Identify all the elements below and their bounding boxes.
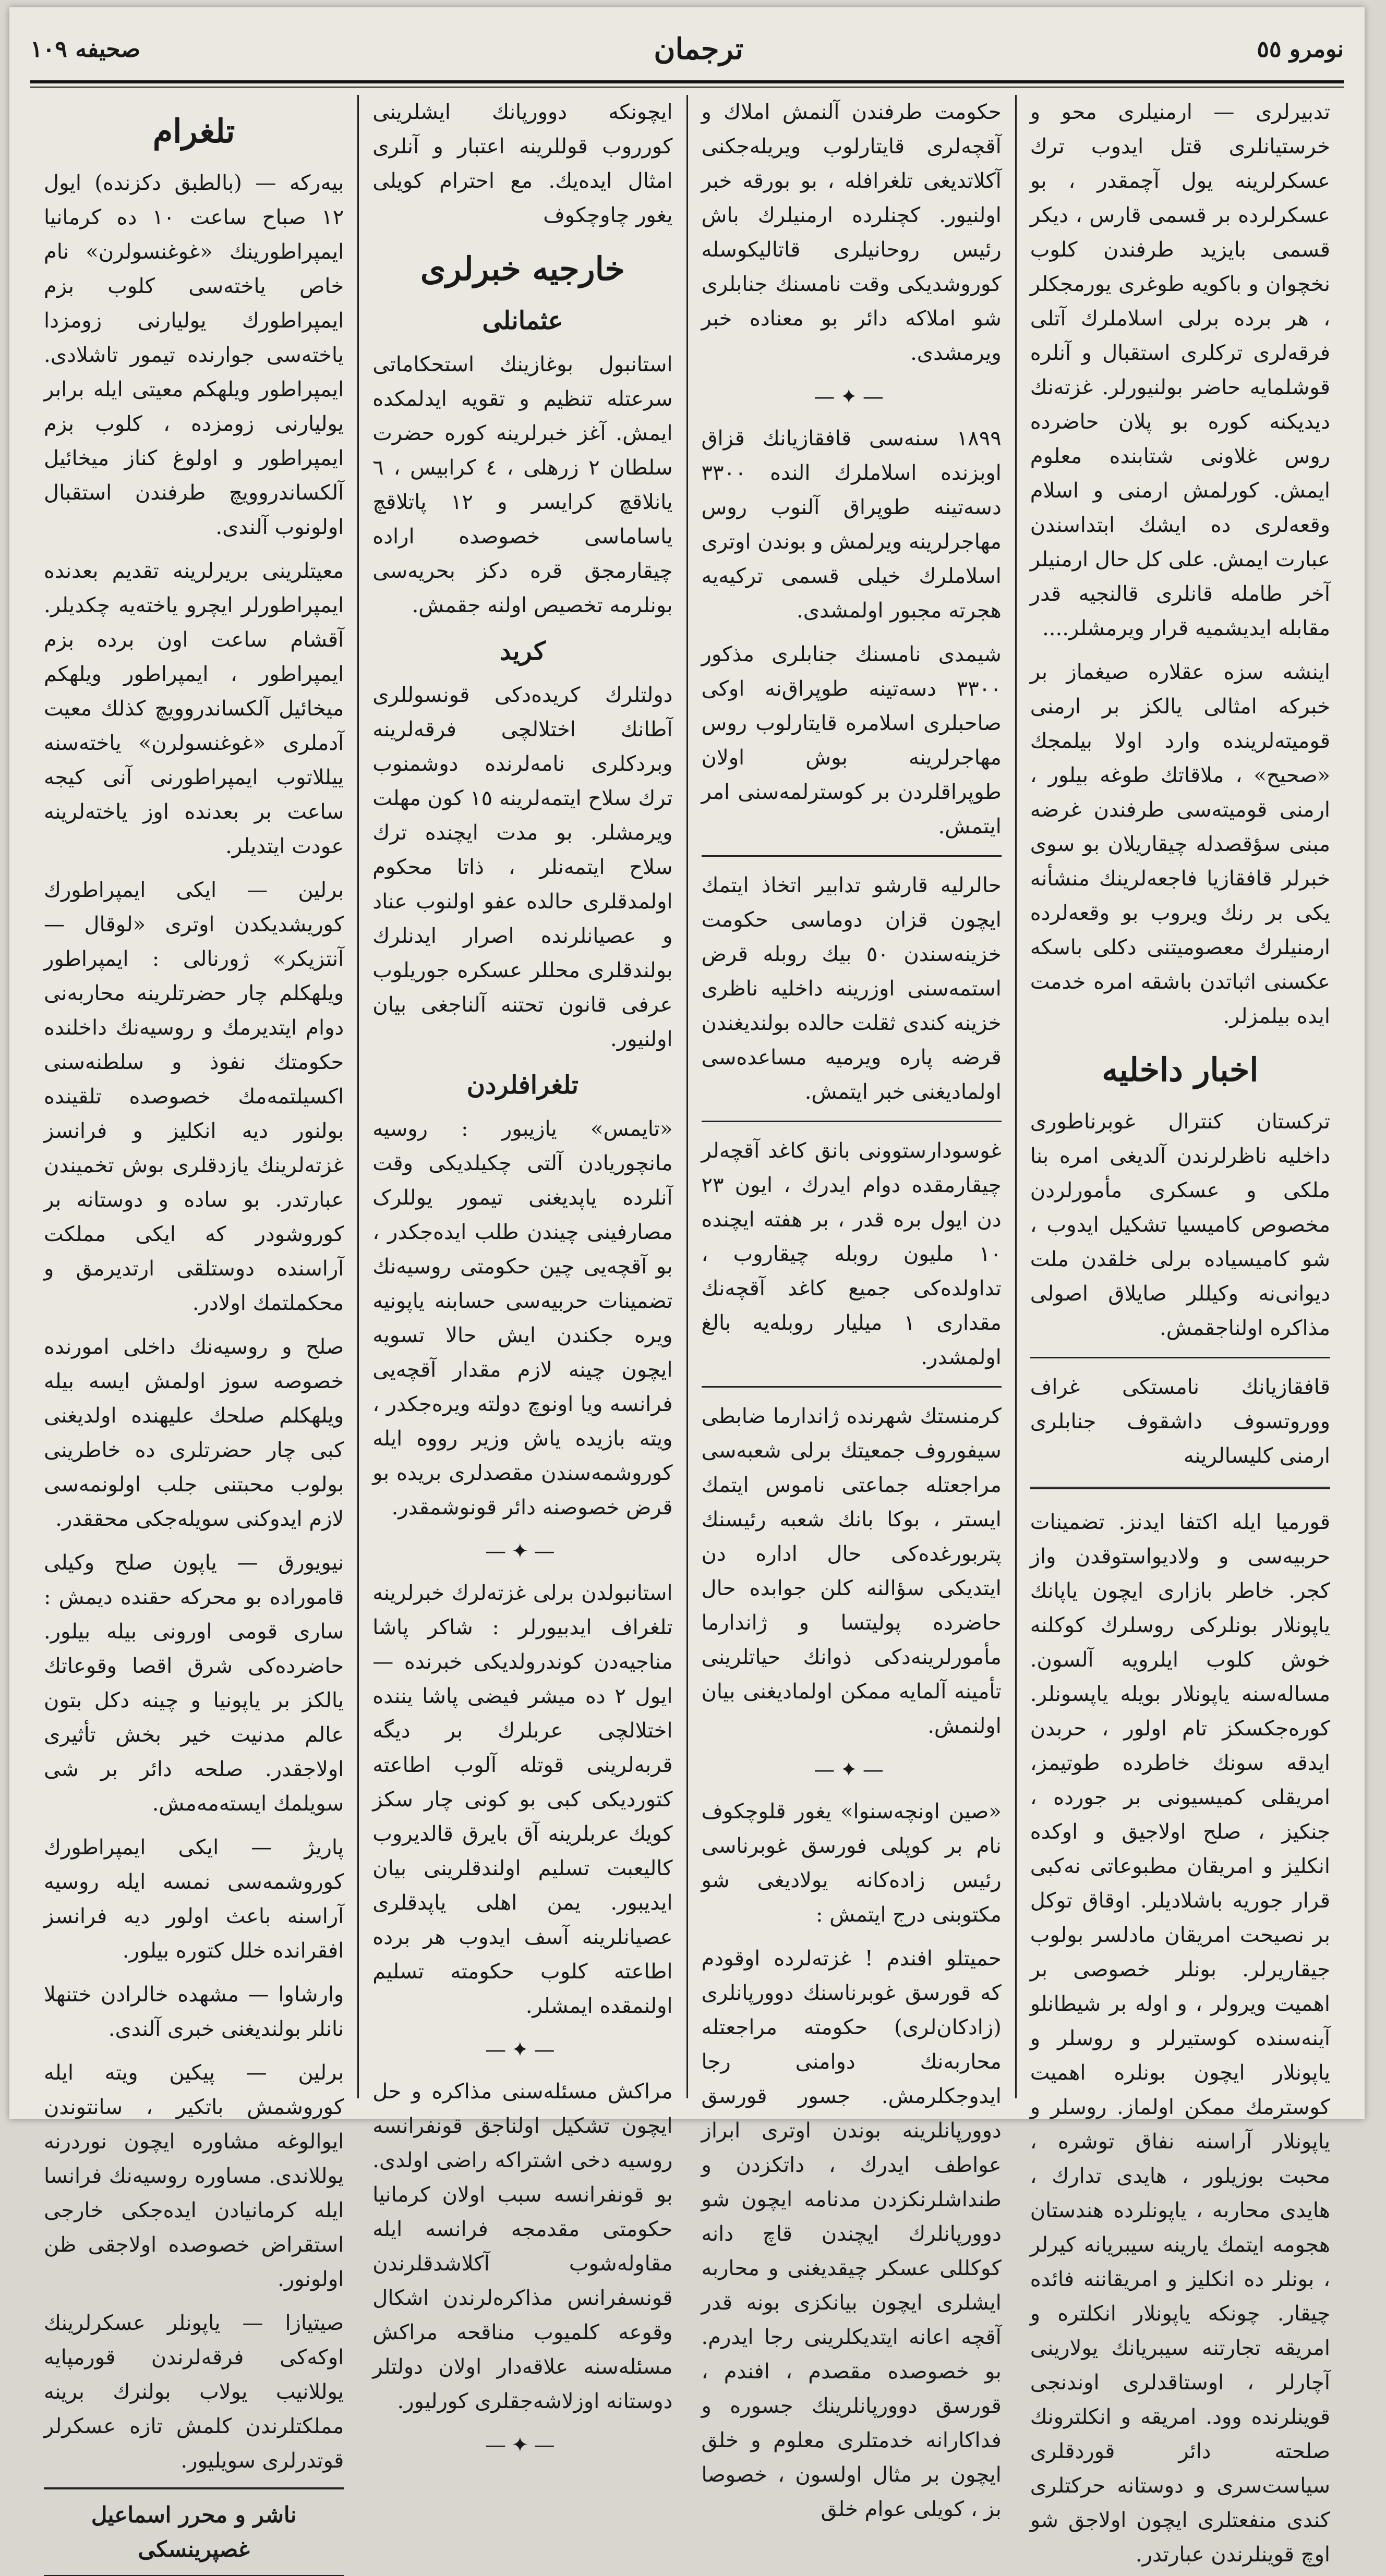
paragraph: «تایمس» یازیبور : روسیه مانچوریادن آلتی چکیلدیکی وقت آنلرده یاپدیغنی تیمور یوللرک مصارفینی چیندن طلب ایده‌جکدر ، بو آقچه‌یی چین حکومتی روسیه‌نك تضمینات حربیه‌سی حسابنه یاپونیه ویره جکندن ایش حالا تسویه ایچون چینه لازم مقدار آقچه‌یی فرانسه ویا اونوچ دولته ویره‌جکدر ، ویته بازیده یاش وزیر رووه ایله کوروشمه‌سندن مقصدلری بریده بو قرض خصوصنه دائر قونوشمقدر. <box>372 1117 673 1520</box>
divider <box>702 855 1002 857</box>
paragraph: استانبول بوغازینك استحکاماتی سرعتله تنظیم و تقویه ایدلمکده ایمش. آغز خبرلرینه کوره حضرت سلطان ٢ زرهلی ، ٤ کرابیس ، ٦ یانلاقچ کرایسر و ١٢ پاتلاقچ یاساماسی خصوصده اراده چیقارمجق قره دکز بحریه‌سی بونلرمه تخصیص اولنه جقمش. <box>372 353 673 617</box>
divider <box>1030 1357 1330 1358</box>
publisher-line: ناشر و محرر اسماعیل غصپرینسکی <box>44 2487 344 2576</box>
paragraph: معیتلرینی بریرلرینه تقدیم بعدنده ایمپراطورلر ایچرو یاخته‌یه چکدیلر. آقشام ساعت اون برده بزم ایمپراطور ، ایمپراطور ویلهکم میخائیل آلکساندروویچ کذلك معیت آدملری «غوغنسولرن» یاخته‌سنه ییللاتوب ایمپراطورنی آنی کیجه ساعت بر بعدنده اوز یاخته‌لرینه عودت ایتدیلر. <box>44 559 344 858</box>
masthead-title: ترجمان <box>654 32 744 66</box>
paragraph: قافقازیانك نامستکی غراف ووروتسوف داشقوف جنابلری ارمنی کلیسالرینه <box>1030 1375 1330 1468</box>
column-telegrams <box>30 95 357 2562</box>
paragraph: وارشاوا — مشهده خالرادن ختنهلا نانلر بولندیغنی خبری آلندی. <box>44 1983 344 2041</box>
paragraph: غوسودارستوونی بانق کاغد آقچه‌لر چیقارمقده دوام ایدرك ، ایون ٢٣ دن ایول بره قدر ، بر هفته ایچنده ١٠ ملیون روبله چیقاروب ، تداولده‌کی جمیع کاغد آقچه‌نك مقداری ١ میلیار روبله‌یه بالغ اولمشدر. <box>701 1139 1002 1369</box>
paragraph: ١٨٩٩ سنه‌سی قافقازیانك قزاق اوبزنده اسلاملرك النده ٣٣٠٠ دسه‌تینه طوپراق آلنوب روس مهاجرلرینه ویرلمش و بوندن اوتری اسلاملرك خیلی قسمی ترکیه‌یه هجرته مجبور اولمشدی. <box>701 427 1002 623</box>
paragraph: حالرلیه قارشو تدابیر اتخاذ ایتمك ایچون قزان دوماسی حکومت خزینه‌سندن ٥٠ بیك روبله قرض استمه‌سنی اوزرینه داخلیه ناظری خزینه کندی ثقلت حالده بولندیغندن قرضه پاره ویرمیه مساعده‌سی اولمادیغنی خبر ایتمش. <box>701 873 1002 1104</box>
paragraph: حکومت طرفندن آلنمش املاك و آقچه‌لری قایتارلوب ویریله‌جکنی آکلاتدیغی تلغرافله ، بو بورقه خبر اولنیور. کچنلرده ارمنیلرك باش رئیس روحانیلری قاتالیکوسله کوروشدیکی وقت نامسنك جنابلری شو املاکه دائر بو معناده خبر ویرمشدی. <box>701 100 1002 365</box>
columns <box>30 95 1344 2567</box>
paragraph: استانبولدن برلی غزته‌لرك خبرلرینه تلغراف ایدبیورلر : شاکر پاشا مناجیه‌دن کوندرولدیکی خبرنده — ایول ٢ ده میشر فیضی پاشا یننده اختلالچی عربلرك بر دیگه قربه‌لرینی قوتله آلوب اطاعته کتوردیکی کبی بو کونی چار سکز کویك عربلرینه آق بایرق قالدیروب کالیعبت تسلیم اولندقلرینی بیان ایدیبور. یمن اهلی یاپدقلری عصیانلرینه آسف ایدوب هر برده اطاعته کلوب حکومته تسلیم اولنمقده ایمشلر. <box>372 1581 673 2018</box>
paragraph: تدبیرلری — ارمنیلری محو و خرستیانلری قتل ایدوب ترك عسکرلرینه یول آچمقدر ، بو عسکرلرده بر قسمی قارس ، دیکر قسمی بایزید طرفندن کلوب نخچوان و باکویه طوغری یورمجکلر ، هر برده برلی اسلاملرك آتلی فرقه‌لری ترکلری استقبال و آنلره قوشلمایه حاضر بولنیورلر. غزته‌نك دیدیکنه کوره بو پلان حاضرده روس غلاونی شتابنده معلوم ایمش. کورلمش ارمنی و اسلام وقعه‌لری ده ایشك ابتداسندن عبارت ایمش. علی کل حال ارمنیلر آخر طامله قانلری قالنجیه قدر مقابله ایدیشمیه قرار ویرمشلر.... <box>1030 100 1330 640</box>
ornament-divider: —✦— <box>485 2038 560 2062</box>
column-news <box>686 95 1015 2521</box>
paragraph: «صین اونچه‌سنوا» یغور قلوچکوف نام بر کوپلی فورسق غوبرناسی رئیس زاده‌کانه یولادیغی شو مکتوبنی درج ایتمش : <box>701 1800 1002 1927</box>
paragraph: کرمنستك شهرنده ژاندارما ضابطی سیفوروف جمعیتك برلی شعبه‌سی مراجعتله جماعتی ناموس ایتمك ایستر ، بوکا بانك شعبه رئیسنك پتربورغده‌کی حال اداره دن ایتدیکی سؤالنه کلن جوابده حال حاضرده پولیتسا و ژاندارما مأمورلرینه‌دکی ذوانك حیاتلرینی تأمینه آلمایه ممکن اولمادیغنی بیان اولنمش. <box>701 1404 1002 1738</box>
column-foreign-news <box>357 95 686 2457</box>
paragraph: صلح و روسیه‌نك داخلی امورنده خصوصه سوز اولمش ایسه بیله ویلهکلم صلحك علیهنده اولدیغنی کبی چار حضرتلری ده خاطرینی بولوب محبتنی جلب اولونمه‌سی لازم ایدوکنی سویله‌جکی محققدر. <box>44 1335 344 1531</box>
sub-heading-telegrams: تلغرافلردن <box>466 1071 578 1100</box>
ornament-divider: —✦— <box>814 1758 889 1782</box>
section-heading-foreign-news: خارجیه خبرلری <box>420 250 625 288</box>
paragraph: قورمیا ایله اکتفا ایدنز. تضمینات حربیه‌سی و ولادیواستوقدن واز کجر. خاطر بازاری ایچون یاپانك یاپونلار بونلرکی روسلرك کوکلنه خوش کلوب ایلرویه آلسون. مساله‌سنه یاپونلار بویله یاپسونلر. کوره‌جکسکز تام اولور ، حربدن ایدقه سونك خاطرده طوتیمز، امریقلی کمیسیونی بر جورده ، جنکیز ، صلح اولاجیق و اوکده انکلیز و امریقان مطبوعاتی نه‌کبی قرار جوریه باشلادیلر. اوقاق توکل بر نصیحت امریقان مادلسر بولوب جیقاریرلر. بونلر خصوصی بر اهمیت ویرولر ، و اوله بر شیطانلو آینه‌سنده کوستیرلر و روسلر و یاپونلار ایچون بونلره اهمیت کوسترمك ممکن اولماز. روسلر و یاپونلار آراسنه نفاق توشره ، محبت بوزیلور ، هایدی تدارك ، هایدی محاربه ، یاپونلرده هندستان هجومه ایتمك یارینه سیبریانه کیرلر ، بونلر ده انکلیز و امریقاننه فائده چیقار. چونکه یاپونلار انکلتره و امریقه تجارتنه سیبریانك یولارینی آچارلر ، اوستاقدلری اوندنجی قوینلرنده وود. امریقه و انکلترونك صلحته دائر قوردقلری سیاست‌سری و دوستانه حرکتلری کندی منفعتلری ایچون اولاجق شو اوچ قوینلرندن عبارتدر. <box>1030 1510 1330 2567</box>
paragraph: نیویورق — یاپون صلح وکیلی قاموراده بو محرکه حقنده دیمش : ساری قومی اورونی بیله بیلور. حاضرده‌کی شرق اقصا وقوعاتك یالکز بر یاپونیا و چینه دکل بتون عالم مدنیت خیر بخش تأثیری اولاجقدر. صلحه دائر بر شی سویلمك ایسته‌مه‌مش. <box>44 1551 344 1816</box>
paragraph: پاریژ — ایکی ایمپراطورك کوروشمه‌سی نمسه ایله روسیه آراسنه باعث اولور دیه فرانسز افقرانده خلل کتوره بیلور. <box>44 1836 344 1963</box>
divider <box>702 1121 1002 1122</box>
ornament-divider: —✦— <box>485 1539 560 1563</box>
paragraph: اینشه سزه عقلاره صیغماز بر خبرکه امثالی یالکز بر ارمنی قومیته‌لرینده وارد اولا بیلمجك «صحیح» ، ملاقاتك طوغه بیلور ، ارمنی قومیته‌سی طرفندن غرضه مبنی سؤقصدله چیقاریلان بو سوی خبرلر قافقازیا فاجعه‌لرینك منشأ‌نه یکی بر رنك ویروب بو وقعه‌لرده ارمنیلرك معصومیتنی دکلی باسکه عکسنی اثباتدن باشقه امره خدمت ایده بیلمزلر. <box>1030 660 1330 1028</box>
section-heading-domestic-news: اخبار داخلیه <box>1102 1051 1259 1089</box>
paragraph: دولتلرك کریده‌دکی قونسوللری آطانك اختلالچی فرقه‌لرینه وبردکلری نامه‌لرنده دوشمنوب ترك سلاح ایتمه‌لرینه ١٥ کون مهلت ویرمشلر. بو مدت ایچنده ترك سلاح ایتمه‌نلر ، ذاتا محکوم اولمدقلری حالده عفو اولنوب عناد و عصیانلرنده اصرار ایدنلرك بولندقلری محللر عسکره جوریلوب عرفی قانون تحتنه آلناجغی بیان اولنیور. <box>372 683 673 1051</box>
paragraph: شیمدی نامسنك جنابلری مذکور ٣٣٠٠ دسه‌تینه طوپراق‌نه اوکی صاحبلری اسلامره قایتارلوب روس مهاجرلرینه بوش اولان طوپراقلردن بر کوسترلمه‌سنی امر ایتمش. <box>701 642 1002 839</box>
sub-heading-ottoman: عثمانلی <box>482 306 563 335</box>
paragraph: صیتیازا — یاپونلر عسکرلرینك اوکه‌کی فرقه‌لرندن قورمپایه یوللانیب یولاب بولنرك برینه مملکتلرندن کلمش تازه عسکرلر قوتدرلری سویلیور. <box>44 2311 344 2473</box>
column-domestic-news <box>1015 95 1344 2567</box>
issue-number: نومرو ٥٥ <box>1257 35 1344 63</box>
paragraph: ترکستان کنترال غوبرناطوری داخلیه ناظرلرندن آلدیغی امره بنا ملکی و عسکری مأمورلردن مخصوص کامیسیا تشکیل ایدوب ، شو کامیسیاده برلی خلقدن ملت دیوانی‌نه وکیللر صایلاق اصولی مذاکره اولناجقمش. <box>1030 1110 1330 1340</box>
ornament-divider: —✦— <box>485 2433 560 2457</box>
paragraph: برلین — ایکی ایمپراطورك کوریشدیکدن اوتری «لوقال — آنتزیکر» ژورنالی : ایمپراطور ویلهکلم چار حضرتلرینه محاربه‌نی دوام ایتدیرمك و روسیه‌نك داخلنده حکومتك نفوذ و سلطنه‌سنی اکسیلتمه‌مك خصوصده تلقینده بولنور دیه انکلیز و فرانسز غزته‌لرینك یازدقلری بوش تخمیندن عبارتدر. بو ساده و دوستانه بر کوروشودر که ایکی مملکت آراسنده دوستلقی ارتدیرمق و محکملتمك اولادر. <box>44 878 344 1315</box>
ornament-divider: —✦— <box>814 385 889 409</box>
paragraph: مراکش مسئله‌سنی مذاکره و حل ایچون تشکیل اولناجق قونفرانسه روسیه دخی اشتراکه راضی اولدی. بو قونفرانسه سبب اولان کرمانیا حکومتی مقدمجه فرانسه ایله مقاوله‌شوب آکلاشدقلرندن قونسفرانس مذاکره‌لرندن اشکال وقوعه کلمیوب مناقحه مراکش مسئله‌سنه علاقه‌دار اولان دولتلر دوستانه اوزلاشه‌جقلری کورلیور. <box>372 2080 673 2413</box>
double-divider <box>1030 1487 1330 1491</box>
paragraph: ایچونکه دوورپانك ایشلرینی کورروب قوللرینه اعتبار و آنلری امثال ایده‌یك. مع احترام کویلی یغور چاوچکوف <box>372 100 673 227</box>
divider <box>702 1386 1002 1388</box>
paragraph: بیه‌رکه — (بالطبق دکزنده) ایول ١٢ صباح ساعت ١٠ ده کرمانیا ایمپراطورینك «غوغنسولرن» نام خاص یاخته‌سی کلوب بزم ایمپراطورك یولیارنی زومزدا یاخته‌سی جوارنده تیمور تاشلادی. ایمپراطور ویلهکم معیتی ایله برابر یولیارنی زومزده ، کلوب بزم ایمپراطور و اولوغ کناز میخائیل آلکساندروویچ طرفندن استقبال اولونوب آلندی. <box>44 171 344 539</box>
paragraph: حمیتلو افندم ! غزته‌لرده اوقودم که قورسق غوبرناسنك دوورپانلری (زادکان‌لری) حکومته مراجعتله محاربه‌نك دوامنی رجا ایدوجکلرمش. جسور قورسق دوورپانلرینه بوندن اوتری ابراز عواطف ایدرك ، داتکزدن و طنداشلرنکزدن مدنامه ایچون شو دوورپانلرك ایچندن قاچ دانه کوکللی عسکر چیقدیغنی و محاربه ایشلری ایچون بیانکزی بونه قدر آقچه اعانه ایتدیکلرینی رجا ایدرم. بو خصوصده مقصدم ، افندم ، قورسق دوورپانلرینك جسوره و فداکارانه خدمتلری معلوم و خلق ایچون بر مثال اولسون ، خصوصا بز ، کویلی عوام خلق <box>701 1947 1002 2521</box>
page-number: صحیفه ١٠٩ <box>30 35 141 63</box>
header-rule <box>30 80 1344 88</box>
section-heading-telegrams: تلغرام <box>152 112 235 150</box>
newspaper-page <box>9 7 1365 2567</box>
sub-heading-crete: کرید <box>499 637 546 666</box>
page-header <box>30 18 1344 80</box>
paragraph: برلین — پیکین ویته ایله کوروشمش باتکیر ، سانتوندن ایوالوغه مشاوره ایچون نوردرنه یوللاندی. مساوره روسیه‌نك فرانسا ایله کرمانیادن ایده‌جکی خارجی استقراض خصوصده اولاجقی ظن اولونور. <box>44 2061 344 2291</box>
